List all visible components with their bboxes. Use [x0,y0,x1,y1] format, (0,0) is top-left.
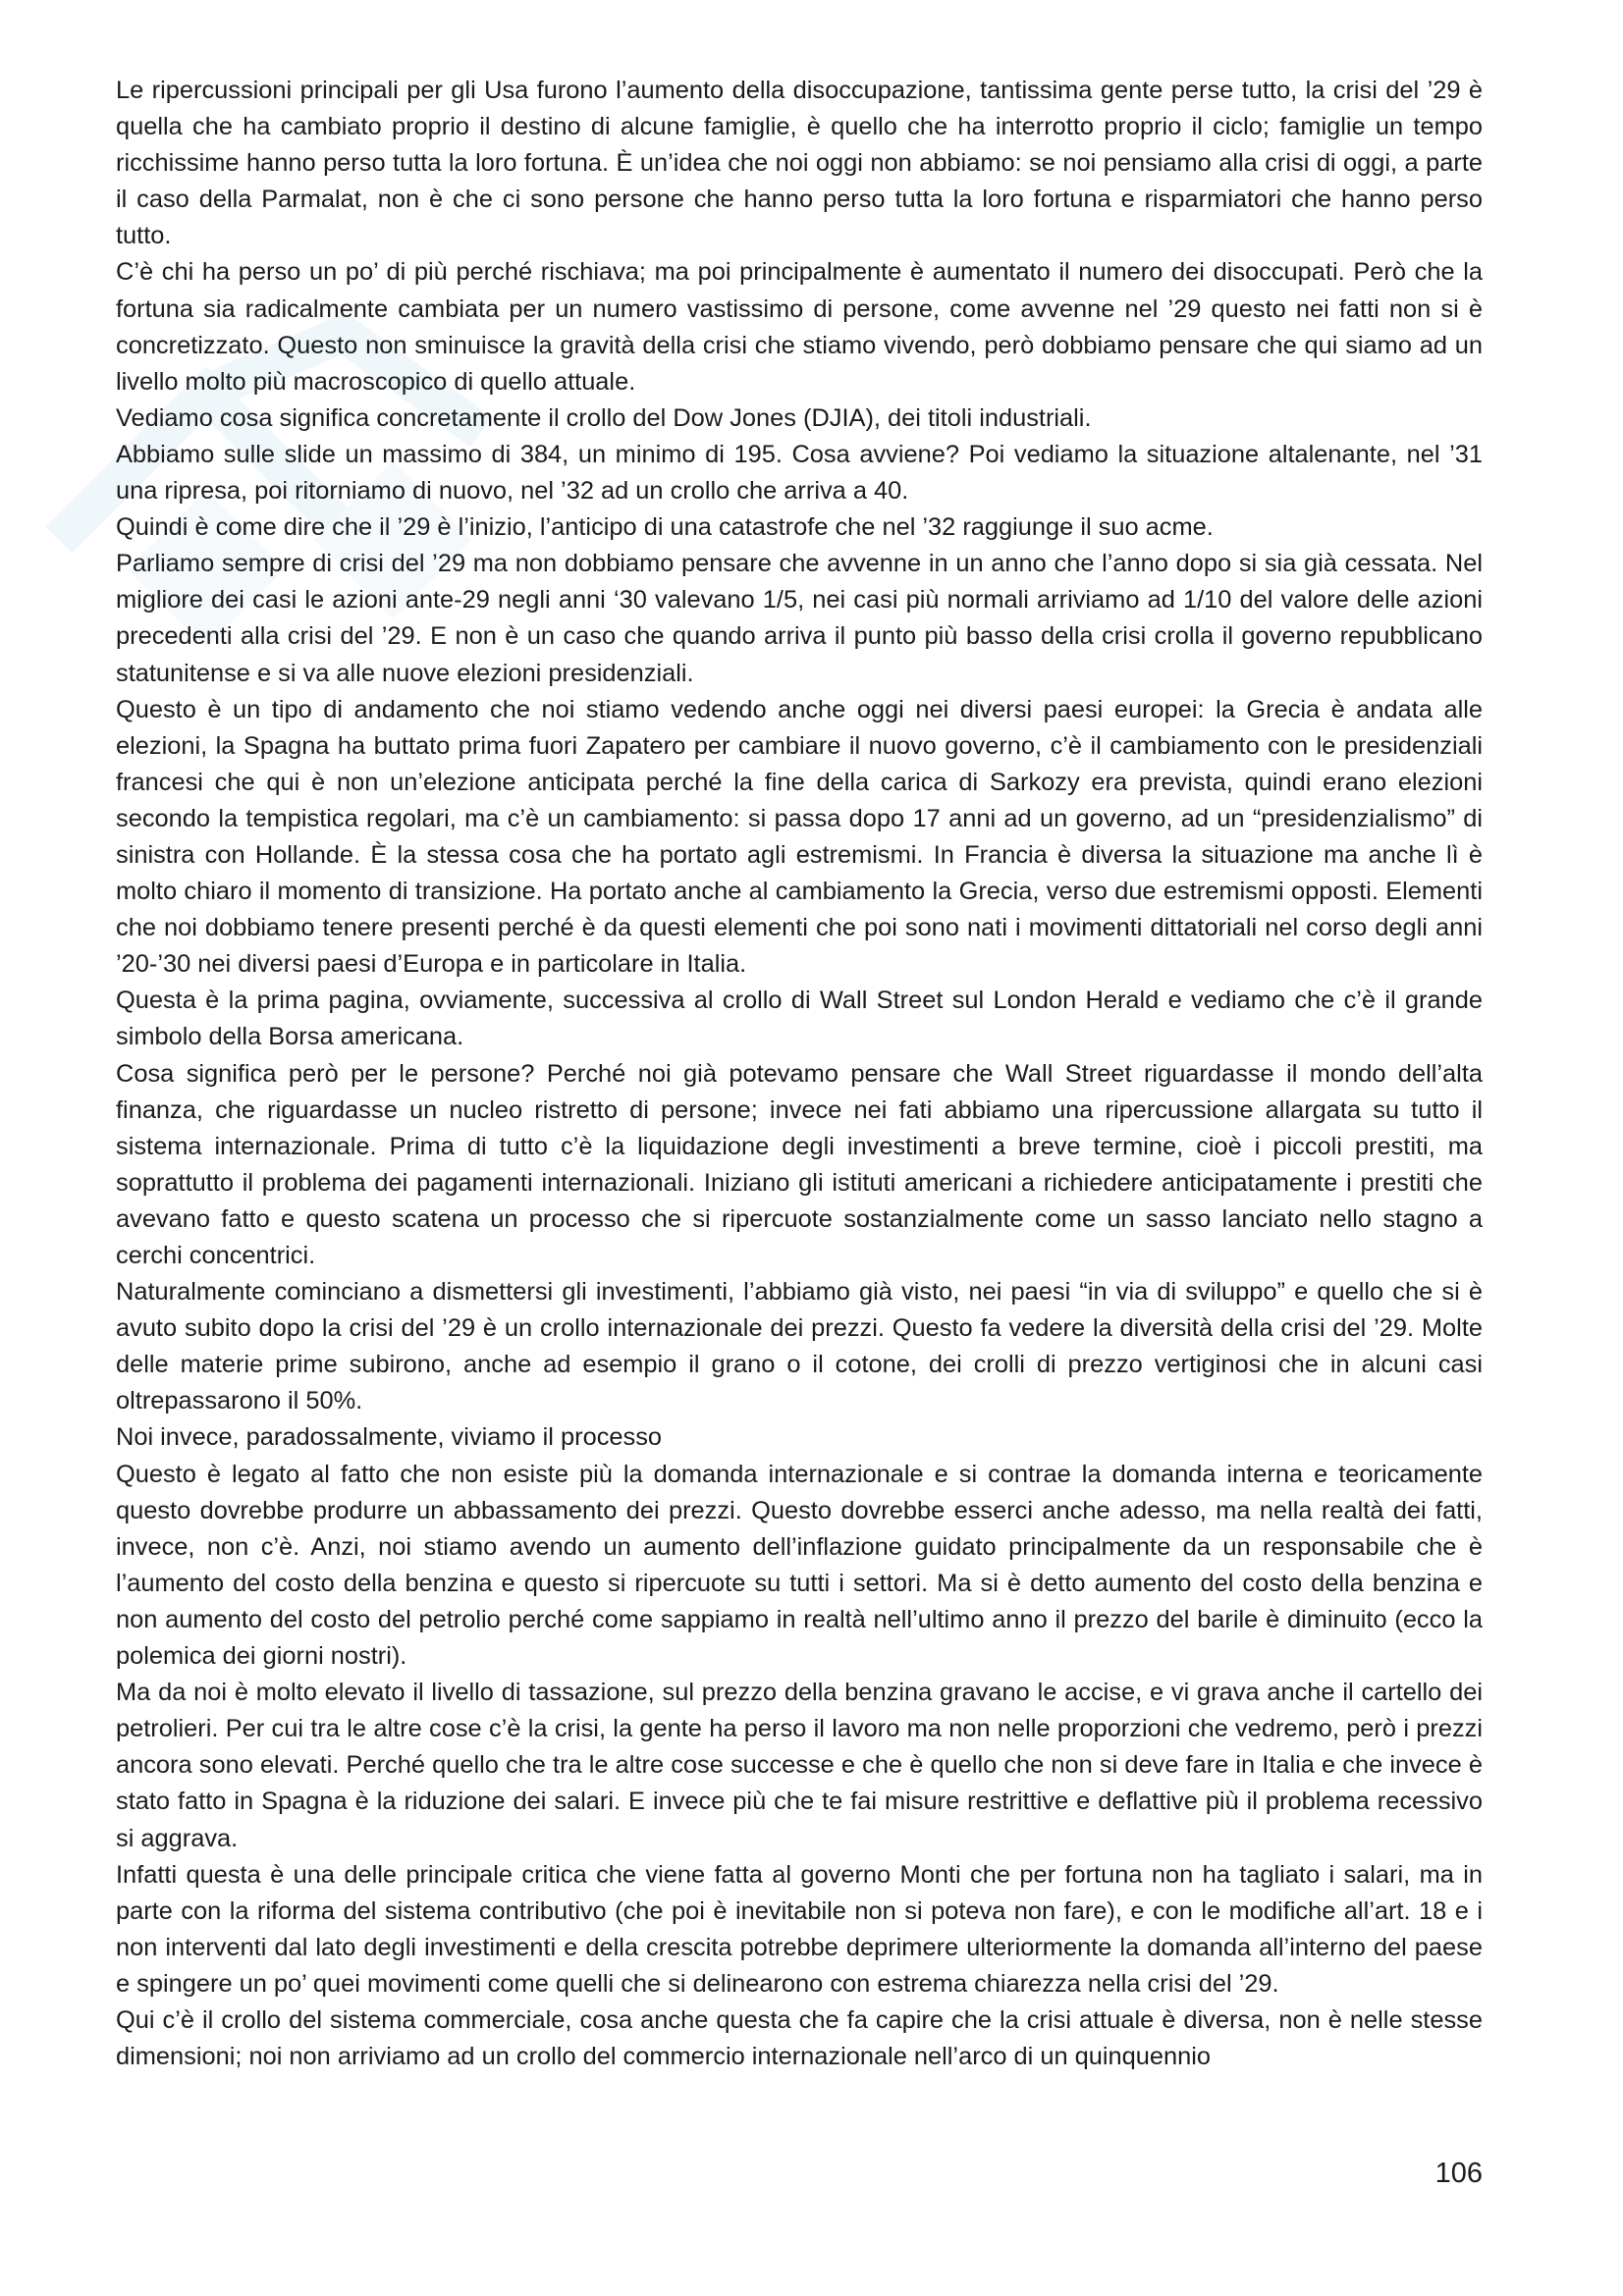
paragraph: Le ripercussioni principali per gli Usa furono l’aumento della disoccupazione, tantissima gente perse tutto, la crisi del ’29 è quella che ha cambiato proprio il destino di alcune famiglie, è quello che ha interrotto proprio il ciclo; famiglie un tempo ricchissime hanno perso tutta la loro fortuna. È un’idea che noi oggi non abbiamo: se noi pensiamo alla crisi di oggi, a parte il caso della Parmalat, non è che ci sono persone che hanno perso tutta la loro fortuna e risparmiatori che hanno perso tutto. [116,77,1483,250]
paragraph: Questo è un tipo di andamento che noi stiamo vedendo anche oggi nei diversi paesi europei: la Grecia è andata alle elezioni, la Spagna ha buttato prima fuori Zapatero per cambiare il nuovo governo, c’è il cambiamento con le presidenziali francesi che qui è non un’elezione anticipata perché la fine della carica di Sarkozy era prevista, quindi erano elezioni secondo la tempistica regolari, ma c’è un cambiamento: si passa dopo 17 anni ad un governo, ad un “presidenzialismo” di sinistra con Hollande. È la stessa cosa che ha portato agli estremismi. In Francia è diversa la situazione ma anche lì è molto chiaro il momento di transizione. Ha portato anche al cambiamento la Grecia, verso due estremismi opposti. Elementi che noi dobbiamo tenere presenti perché è da questi elementi che poi sono nati i movimenti dittatoriali nel corso degli anni ’20-’30 nei diversi paesi d’Europa e in particolare in Italia. [116,695,1483,979]
paragraph: Cosa significa però per le persone? Perché noi già potevamo pensare che Wall Street riguardasse il mondo dell’alta finanza, che riguardasse un nucleo ristretto di persone; invece nei fati abbiamo una ripercussione allargata su tutto il sistema internazionale. Prima di tutto c’è la liquidazione degli investimenti a breve termine, cioè i piccoli prestiti, ma soprattutto il problema dei pagamenti internazionali. Iniziano gli istituti americani a richiedere anticipatamente i prestiti che avevano fatto e questo scatena un processo che si ripercuote sostanzialmente come un sasso lanciato nello stagno a cerchi concentrici. [116,1059,1483,1269]
page-number: 106 [1434,2158,1483,2189]
paragraph: Quindi è come dire che il ’29 è l’inizio, l’anticipo di una catastrofe che nel ’32 raggiunge il suo acme. [116,513,1214,542]
paragraph: Abbiamo sulle slide un massimo di 384, un minimo di 195. Cosa avviene? Poi vediamo la situazione altalenante, nel ’31 una ripresa, poi ritorniamo di nuovo, nel ’32 ad un crollo che arriva a 40. [116,440,1483,506]
paragraph: Infatti questa è una delle principale critica che viene fatta al governo Monti che per fortuna non ha tagliato i salari, ma in parte con la riforma del sistema contributivo (che poi è inevitabile non si poteva non fare), e con le modifiche all’art. 18 e i non interventi dal lato degli investimenti e della crescita potrebbe deprimere ulteriormente la domanda all’interno del paese e spingere un po’ quei movimenti come quelli che si delinearono con estrema chiarezza nella crisi del ’29. [116,1860,1483,1998]
document-body [116,73,1483,2075]
paragraph: Parliamo sempre di crisi del ’29 ma non dobbiamo pensare che avvenne in un anno che l’anno dopo si sia già cessata. Nel migliore dei casi le azioni ante-29 negli anni ‘30 valevano 1/5, nei casi più normali arriviamo ad 1/10 del valore delle azioni precedenti alla crisi del ’29. E non è un caso che quando arriva il punto più basso della crisi crolla il governo repubblicano statunitense e si va alle nuove elezioni presidenziali. [116,550,1483,687]
paragraph: Questa è la prima pagina, ovviamente, successiva al crollo di Wall Street sul London Herald e vediamo che c’è il grande simbolo della Borsa americana. [116,987,1483,1051]
paragraph: Qui c’è il crollo del sistema commerciale, cosa anche questa che fa capire che la crisi attuale è diversa, non è nelle stesse dimensioni; noi non arriviamo ad un crollo del commercio internazionale nell’arco di un quinquennio [116,2005,1483,2071]
paragraph: Noi invece, paradossalmente, viviamo il processo [116,1423,663,1452]
paragraph: C’è chi ha perso un po’ di più perché rischiava; ma poi principalmente è aumentato il numero dei disoccupati. Però che la fortuna sia radicalmente cambiata per un numero vastissimo di persone, come avvenne nel ’29 questo nei fatti non si è concretizzato. Questo non sminuisce la gravità della crisi che stiamo vivendo, però dobbiamo pensare che qui siamo ad un livello molto più macroscopico di quello attuale. [116,258,1483,396]
paragraph: Vediamo cosa significa concretamente il crollo del Dow Jones (DJIA), dei titoli industriali. [116,403,1092,432]
paragraph: Questo è legato al fatto che non esiste più la domanda internazionale e si contrae la domanda interna e teoricamente questo dovrebbe produrre un abbassamento dei prezzi. Questo dovrebbe esserci anche adesso, ma nella realtà dei fatti, invece, non c’è. Anzi, noi stiamo avendo un aumento dell’inflazione guidato principalmente da un responsabile che è l’aumento del costo della benzina e questo si ripercuote su tutti i settori. Ma si è detto aumento del costo della benzina e non aumento del costo del petrolio perché come sappiamo in realtà nell’ultimo anno il prezzo del barile è diminuito (ecco la polemica dei giorni nostri). [116,1460,1483,1671]
paragraph: Ma da noi è molto elevato il livello di tassazione, sul prezzo della benzina gravano le accise, e vi grava anche il cartello dei petrolieri. Per cui tra le altre cose c’è la crisi, la gente ha perso il lavoro ma non nelle proporzioni che vedremo, però i prezzi ancora sono elevati. Perché quello che tra le altre cose successe e che è quello che non si deve fare in Italia e che invece è stato fatto in Spagna è la riduzione dei salari. E invece più che te fai misure restrittive e deflattive più il problema recessivo si aggrava. [116,1679,1483,1852]
paragraph: Naturalmente cominciano a dismettersi gli investimenti, l’abbiamo già visto, nei paesi “in via di sviluppo” e quello che si è avuto subito dopo la crisi del ’29 è un crollo internazionale dei prezzi. Questo fa vedere la diversità della crisi del ’29. Molte delle materie prime subirono, anche ad esempio il grano o il cotone, dei crolli di prezzo vertiginosi che in alcuni casi oltrepassarono il 50%. [116,1278,1483,1415]
